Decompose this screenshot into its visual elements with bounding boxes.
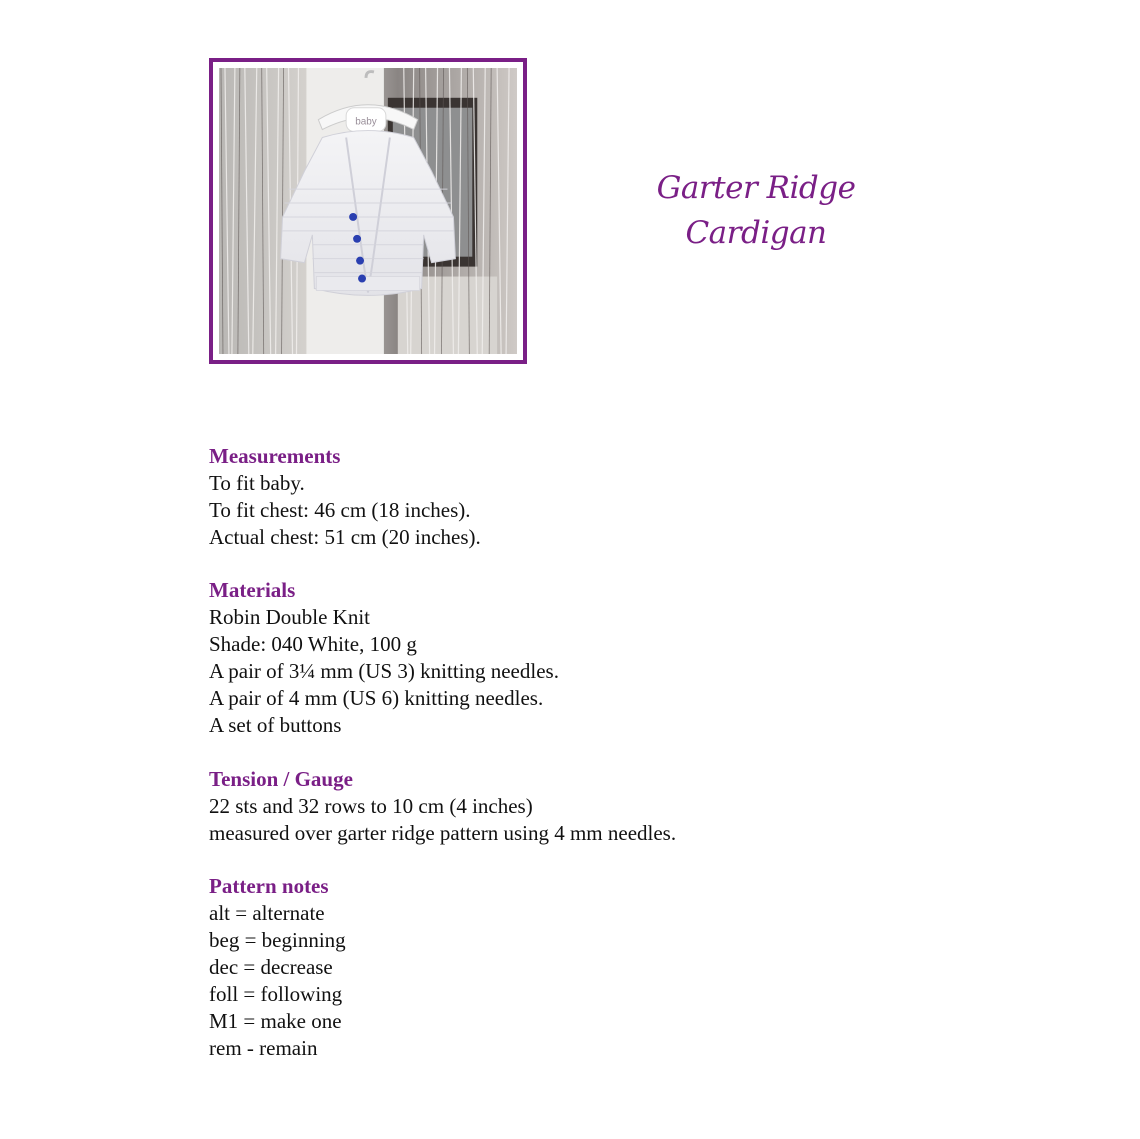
- pattern-notes-line: beg = beginning: [209, 928, 346, 952]
- materials-heading: Materials: [209, 578, 296, 602]
- cardigan-button: [356, 257, 364, 265]
- pattern-notes-line: foll = following: [209, 982, 343, 1006]
- materials-line: Robin Double Knit: [209, 605, 370, 629]
- measurements-line: To fit baby.: [209, 471, 305, 495]
- measurements-line: To fit chest: 46 cm (18 inches).: [209, 498, 471, 522]
- pattern-title-line1: Garter Ridge: [656, 170, 856, 206]
- pattern-notes-section: [209, 873, 346, 1062]
- cardigan-button: [353, 235, 361, 243]
- pattern-notes-line: dec = decrease: [209, 955, 333, 979]
- materials-line: A set of buttons: [209, 713, 342, 737]
- pattern-notes-line: alt = alternate: [209, 901, 325, 925]
- pattern-notes-line: rem - remain: [209, 1036, 318, 1060]
- tension-heading: Tension / Gauge: [209, 767, 353, 791]
- tension-line: measured over garter ridge pattern using 4 mm needles.: [209, 821, 677, 845]
- cardigan-button: [349, 213, 357, 221]
- cardigan-photo-frame: [209, 58, 527, 364]
- pattern-notes-heading: Pattern notes: [209, 874, 329, 898]
- materials-section: [209, 577, 559, 739]
- tension-section: [209, 766, 676, 847]
- measurements-line: Actual chest: 51 cm (20 inches).: [209, 525, 481, 549]
- cardigan-photo: [219, 68, 517, 354]
- measurements-section: [209, 443, 481, 551]
- materials-line: A pair of 4 mm (US 6) knitting needles.: [209, 686, 544, 710]
- pattern-title-line2: Cardigan: [685, 215, 827, 251]
- materials-line: Shade: 040 White, 100 g: [209, 632, 417, 656]
- pattern-notes-line: M1 = make one: [209, 1009, 342, 1033]
- measurements-heading: Measurements: [209, 444, 341, 468]
- cardigan-button: [358, 275, 366, 283]
- materials-line: A pair of 3¼ mm (US 3) knitting needles.: [209, 659, 559, 683]
- tension-line: 22 sts and 32 rows to 10 cm (4 inches): [209, 794, 533, 818]
- hanger-label: baby: [355, 116, 377, 128]
- pattern-title: [620, 166, 892, 256]
